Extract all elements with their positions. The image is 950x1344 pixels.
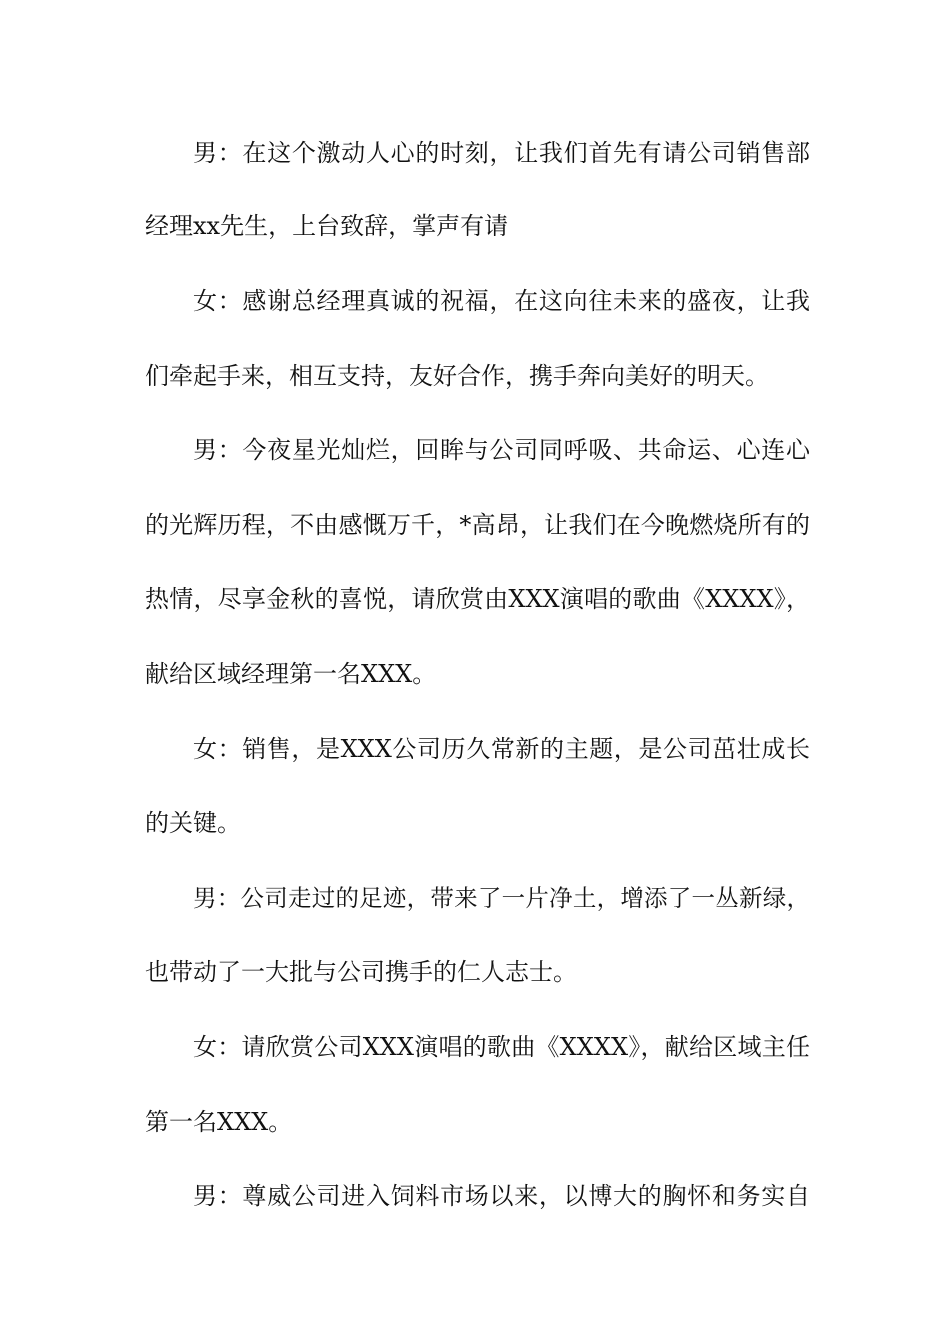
text-line: 女：感谢总经理真诚的祝福，在这向往未来的盛夜，让我 xyxy=(193,287,810,315)
text-line: 男：尊威公司进入饲料市场以来，以博大的胸怀和务实自 xyxy=(193,1182,810,1210)
text-line: 献给区域经理第一名XXX。 xyxy=(145,660,437,688)
text-line: 女：请欣赏公司XXX演唱的歌曲《XXXX》，献给区域主任 xyxy=(193,1033,810,1061)
text-line: 男：今夜星光灿烂，回眸与公司同呼吸、共命运、心连心 xyxy=(193,436,810,464)
text-line: 男：在这个激动人心的时刻，让我们首先有请公司销售部 xyxy=(193,139,810,167)
text-line: 们牵起手来，相互支持，友好合作，携手奔向美好的明天。 xyxy=(145,362,769,390)
text-line: 第一名XXX。 xyxy=(145,1108,293,1136)
text-line: 男：公司走过的足迹，带来了一片净土，增添了一丛新绿， xyxy=(193,884,810,912)
text-line: 热情，尽享金秋的喜悦，请欣赏由XXX演唱的歌曲《XXXX》， xyxy=(145,585,810,613)
text-line: 也带动了一大批与公司携手的仁人志士。 xyxy=(145,958,577,986)
text-line: 女：销售，是XXX公司历久常新的主题，是公司茁壮成长 xyxy=(193,735,810,763)
text-line: 的光辉历程，不由感慨万千，*高昂，让我们在今晚燃烧所有的 xyxy=(145,511,810,539)
text-line: 的关键。 xyxy=(145,809,241,837)
text-line: 经理xx先生，上台致辞，掌声有请 xyxy=(145,212,509,240)
